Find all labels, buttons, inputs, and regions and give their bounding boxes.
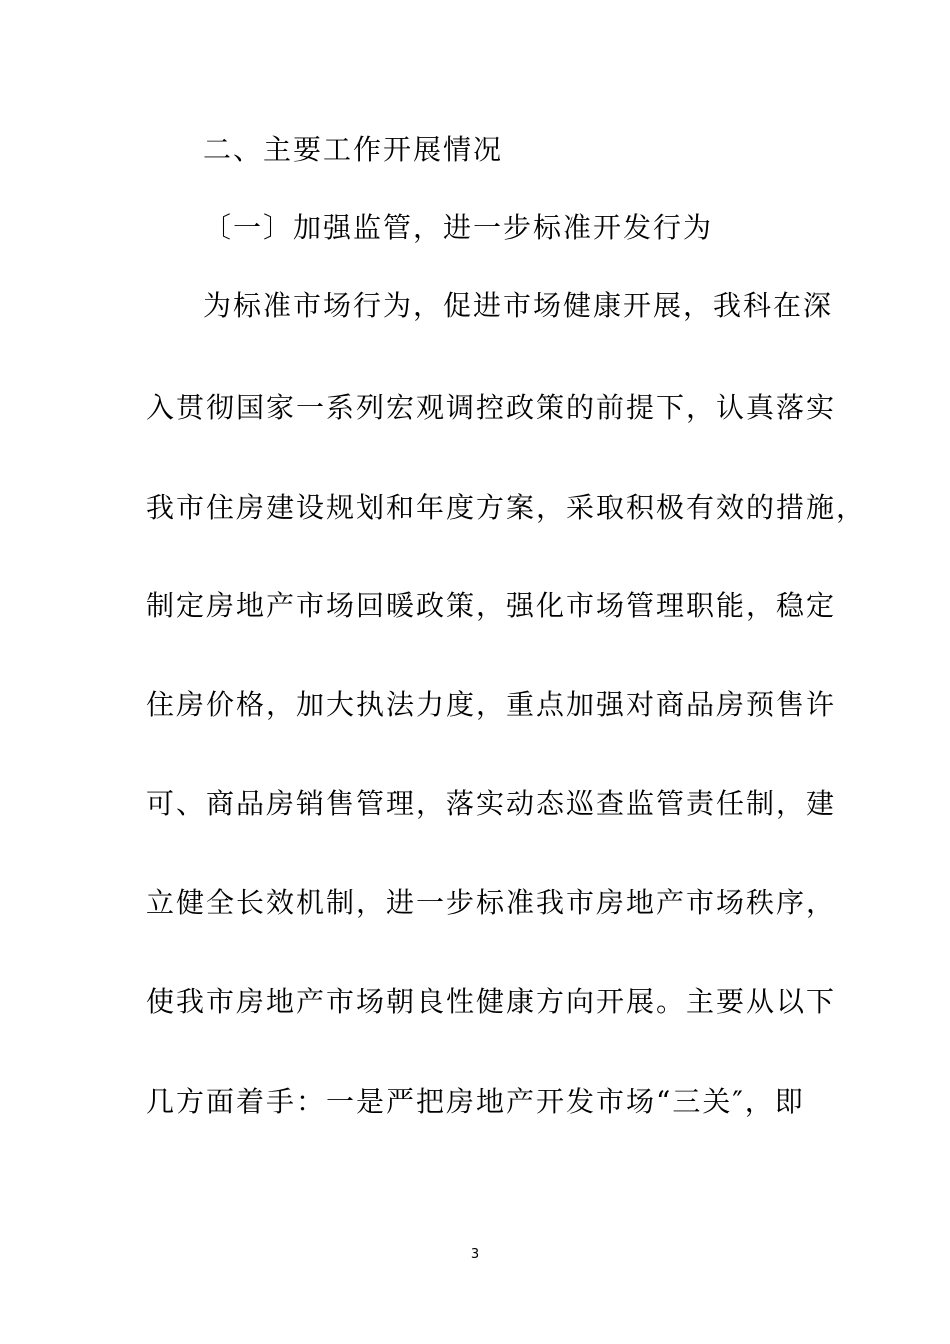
paragraph-line: 立健全长效机制，进一步标准我市房地产市场秩序， [146,886,837,919]
paragraph-line: 为标准市场行为，促进市场健康开展，我科在深 [203,289,834,322]
paragraph-line: 几方面着手：一是严把房地产开发市场“三关″，即 [146,1085,805,1118]
paragraph-line: 我市住房建设规划和年度方案，采取积极有效的措施， [146,491,867,524]
paragraph-line: 使我市房地产市场朝良性健康方向开展。主要从以下 [146,985,837,1018]
paragraph-line: 制定房地产市场回暖政策，强化市场管理职能，稳定 [146,589,837,622]
paragraph-line: 可、商品房销售管理，落实动态巡查监管责任制，建 [146,787,837,820]
page-number: 3 [470,1247,480,1262]
paragraph-line: 住房价格，加大执法力度，重点加强对商品房预售许 [146,688,837,721]
section-heading: 二、主要工作开展情况 [203,133,504,166]
paragraph-line: 入贯彻国家一系列宏观调控政策的前提下，认真落实 [146,391,837,424]
subsection-heading: 〔一〕加强监管，进一步标准开发行为 [203,211,714,244]
